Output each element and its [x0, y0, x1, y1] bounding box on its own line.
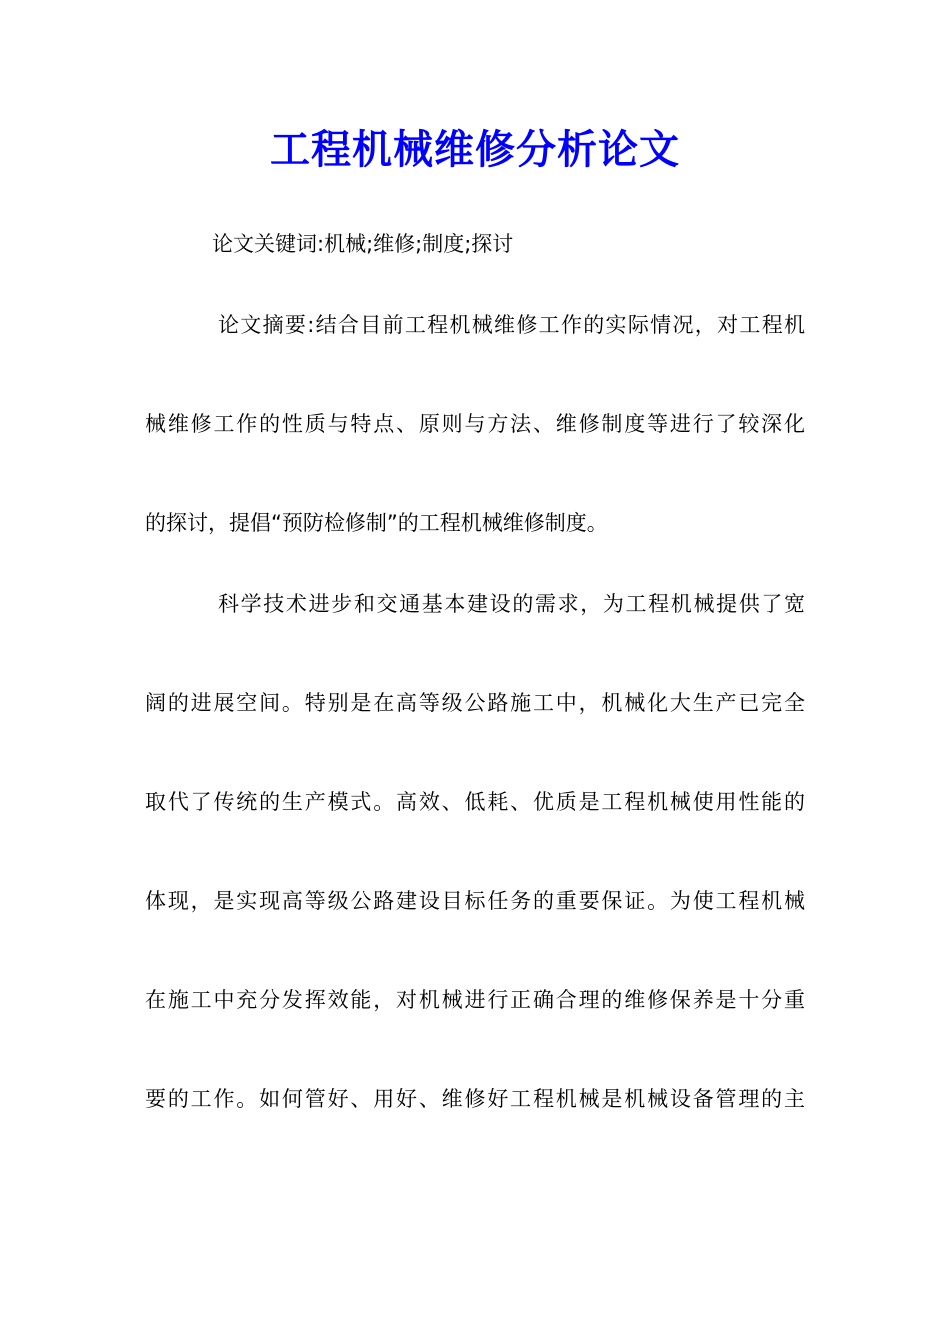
document-title: 工程机械维修分析论文 [270, 126, 680, 173]
body-line: 体现，是实现高等级公路建设目标任务的重要保证。为使工程机械 [145, 889, 805, 913]
keywords-line: 论文关键词:机械;维修;制度;探讨 [212, 232, 514, 256]
abstract-line: 的探讨，提倡“预防检修制”的工程机械维修制度。 [145, 511, 608, 535]
body-line: 在施工中充分发挥效能，对机械进行正确合理的维修保养是十分重 [145, 988, 805, 1012]
body-line: 阔的进展空间。特别是在高等级公路施工中，机械化大生产已完全 [145, 691, 805, 715]
body-line: 科学技术进步和交通基本建设的需求，为工程机械提供了宽 [218, 592, 805, 616]
body-line: 要的工作。如何管好、用好、维修好工程机械是机械设备管理的主 [145, 1087, 805, 1111]
abstract-line: 械维修工作的性质与特点、原则与方法、维修制度等进行了较深化 [145, 412, 805, 436]
abstract-line: 论文摘要:结合目前工程机械维修工作的实际情况，对工程机 [218, 313, 805, 337]
body-line: 取代了传统的生产模式。高效、低耗、优质是工程机械使用性能的 [145, 790, 805, 814]
